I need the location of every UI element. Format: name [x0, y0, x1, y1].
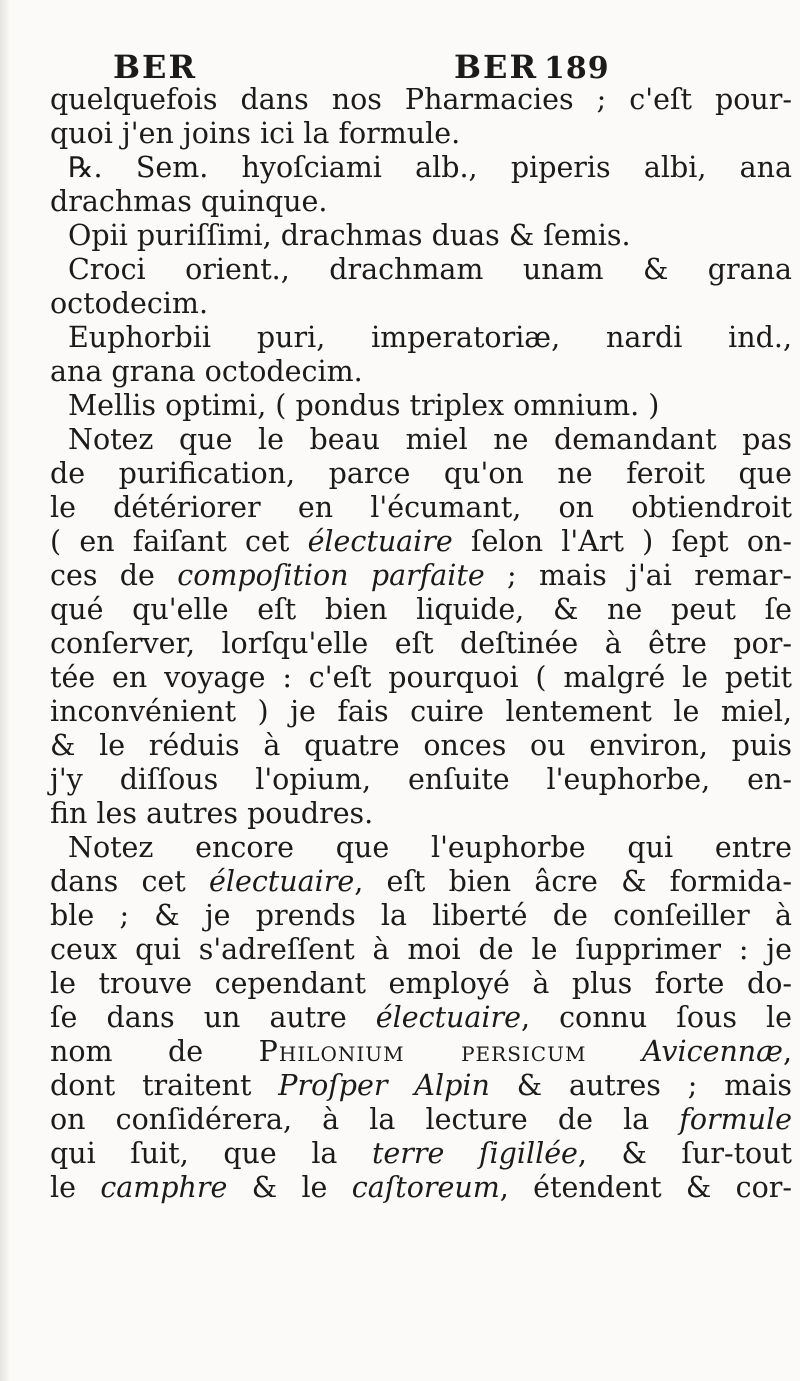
- text-segment: inconvénient ) je fais cuire lentement le miel,: [50, 695, 792, 728]
- page-gutter-shadow: [0, 0, 10, 1381]
- text-line: [50, 83, 792, 117]
- text-segment: fin les autres poudres.: [50, 797, 374, 830]
- text-segment: nom de: [50, 1035, 259, 1068]
- text-segment: , & ſur-tout: [577, 1137, 792, 1170]
- text-segment: ( en faiſant cet: [50, 525, 308, 558]
- text-segment: tée en voyage : c'eſt pourquoi ( malgré le petit: [50, 661, 792, 694]
- text-segment: ſelon l'Art ) ſept on-: [452, 525, 792, 558]
- text-line: [50, 355, 792, 389]
- italic-text: électuaire: [307, 525, 453, 558]
- text-segment: qué qu'elle eſt bien liquide, & ne peut ſe: [50, 593, 792, 626]
- text-segment: on conſidérera, à la lecture de la: [50, 1103, 680, 1136]
- text-line: [50, 457, 792, 491]
- text-line: [50, 797, 792, 831]
- text-segment: dont traitent: [50, 1069, 279, 1102]
- text-line: [50, 219, 792, 253]
- text-line: [50, 151, 792, 185]
- text-line: [50, 321, 792, 355]
- text-segment: qui ſuit, que la: [50, 1137, 372, 1170]
- page-number: 189: [544, 51, 610, 86]
- text-line: [50, 559, 792, 593]
- text-segment: Croci orient., drachmam unam & grana: [68, 253, 792, 286]
- text-line: [50, 1137, 792, 1171]
- text-segment: Mellis optimi, ( pondus triplex omnium. ): [68, 389, 660, 422]
- text-segment: de purification, parce qu'on ne feroit que: [50, 457, 792, 490]
- text-segment: ℞. Sem. hyoſciami alb., piperis albi, ana: [68, 151, 792, 184]
- text-line: [50, 729, 792, 763]
- text-segment: ble ; & je prends la liberté de conſeiller à: [50, 899, 792, 932]
- text-line: [50, 253, 792, 287]
- text-segment: dans cet: [50, 865, 209, 898]
- text-line: [50, 423, 792, 457]
- running-head-left: BER: [113, 48, 198, 86]
- text-line: [50, 389, 792, 423]
- text-line: [50, 185, 792, 219]
- text-segment: drachmas quinque.: [50, 185, 328, 218]
- text-line: [50, 593, 792, 627]
- text-line: [50, 831, 792, 865]
- text-segment: [586, 1035, 642, 1068]
- text-line: [50, 117, 792, 151]
- text-segment: octodecim.: [50, 287, 209, 320]
- text-line: [50, 1001, 792, 1035]
- body-text: [50, 83, 792, 1205]
- italic-text: formule: [679, 1103, 792, 1136]
- text-segment: Notez que le beau miel ne demandant pas: [68, 423, 792, 456]
- text-line: [50, 1171, 792, 1205]
- running-head-right-word: BER: [454, 48, 539, 86]
- text-segment: ,: [782, 1035, 793, 1068]
- text-line: [50, 1035, 792, 1069]
- text-line: [50, 865, 792, 899]
- text-segment: ſe dans un autre: [50, 1001, 376, 1034]
- text-line: [50, 491, 792, 525]
- text-line: [50, 899, 792, 933]
- text-line: [50, 1103, 792, 1137]
- text-segment: Notez encore que l'euphorbe qui entre: [68, 831, 792, 864]
- text-segment: ; mais j'ai remar-: [484, 559, 792, 592]
- text-segment: ana grana octodecim.: [50, 355, 363, 388]
- italic-text: camphre: [100, 1171, 228, 1204]
- text-segment: le: [50, 1171, 101, 1204]
- text-line: [50, 661, 792, 695]
- text-segment: quelquefois dans nos Pharmacies ; c'eſt pour-: [50, 83, 792, 116]
- italic-text: électuaire: [208, 865, 355, 898]
- text-segment: , eſt bien âcre & formida-: [354, 865, 792, 898]
- text-segment: le détériorer en l'écumant, on obtiendroit: [50, 491, 792, 524]
- text-segment: Opii puriſſimi, drachmas duas & ſemis.: [68, 219, 631, 252]
- text-segment: , connu ſous le: [520, 1001, 792, 1034]
- text-line: [50, 525, 792, 559]
- running-head-right: [454, 48, 610, 86]
- text-segment: j'y diſſous l'opium, enſuite l'euphorbe, en-: [50, 763, 792, 796]
- italic-text: compoſition parfaite: [177, 559, 485, 592]
- text-line: [50, 763, 792, 797]
- text-segment: ceux qui s'adreſſent à moi de le ſupprimer : je: [50, 933, 792, 966]
- text-segment: conſerver, lorſqu'elle eſt deſtinée à être por-: [50, 627, 792, 660]
- text-segment: & le: [227, 1171, 352, 1204]
- text-line: [50, 1069, 792, 1103]
- text-line: [50, 967, 792, 1001]
- text-line: [50, 933, 792, 967]
- italic-text: Avicennæ: [641, 1035, 783, 1068]
- italic-text: caſtoreum: [351, 1171, 500, 1204]
- text-line: [50, 695, 792, 729]
- text-line: [50, 287, 792, 321]
- italic-text: terre ſigillée: [371, 1137, 578, 1170]
- italic-text: Proſper Alpin: [278, 1069, 490, 1102]
- text-segment: & le réduis à quatre onces ou environ, puis: [50, 729, 792, 762]
- text-segment: le trouve cependant employé à plus forte do-: [50, 967, 792, 1000]
- text-segment: ces de: [50, 559, 178, 592]
- text-segment: & autres ; mais: [489, 1069, 793, 1102]
- text-segment: Euphorbii puri, imperatoriæ, nardi ind.,: [68, 321, 792, 354]
- small-caps-text: Philonium persicum: [258, 1035, 587, 1068]
- text-segment: quoi j'en joins ici la formule.: [50, 117, 461, 150]
- text-line: [50, 627, 792, 661]
- italic-text: électuaire: [375, 1001, 521, 1034]
- text-segment: , étendent & cor-: [499, 1171, 793, 1204]
